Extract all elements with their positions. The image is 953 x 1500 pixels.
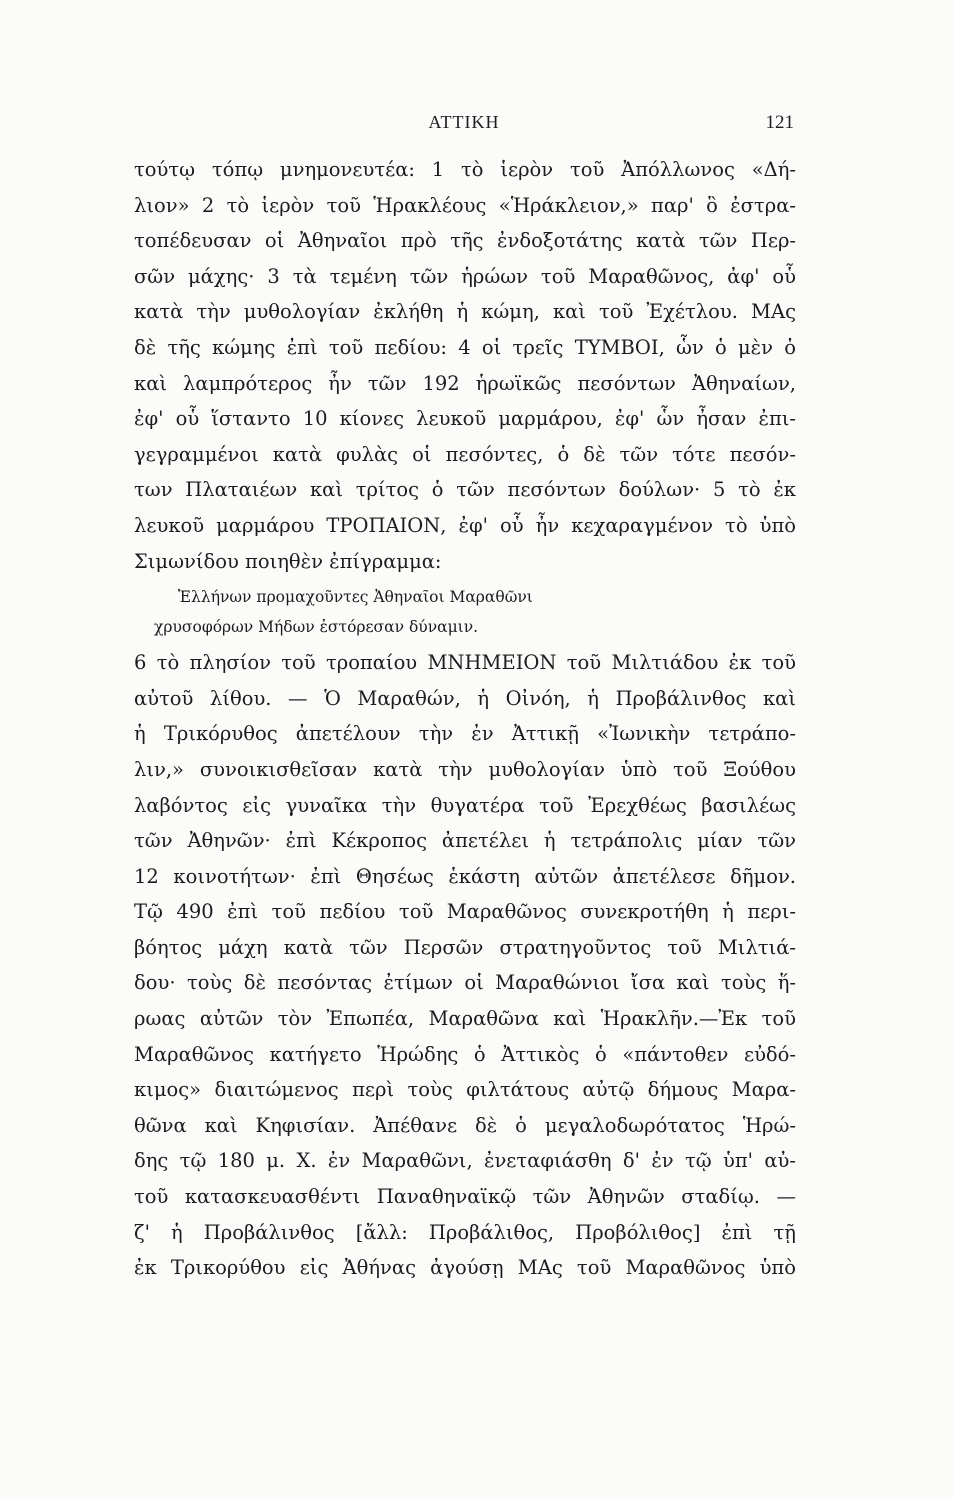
text-line: των Πλαταιέων καὶ τρίτος ὁ τῶν πεσόντων δούλων· 5 τὸ ἐκ — [134, 478, 796, 502]
text-line: 12 κοινοτήτων· ἐπὶ Θησέως ἑκάστη αὐτῶν ἀπετέλεσε δῆμον. — [134, 864, 796, 888]
text-line: λιον» 2 τὸ ἱερὸν τοῦ Ἡρακλέους «Ἡράκλειον,» παρ' ὃ ἐστρα- — [134, 193, 796, 217]
text-line: τούτῳ τόπῳ μνημονευτέα: 1 τὸ ἱερὸν τοῦ Ἀπόλλωνος «Δή- — [134, 158, 796, 181]
page-header — [134, 112, 794, 142]
text-line: Σιμωνίδου ποιηθὲν ἐπίγραμμα: — [134, 549, 442, 573]
text-line: ἐφ' οὗ ἵσταντο 10 κίονες λευκοῦ μαρμάρου, ἐφ' ὧν ἦσαν ἐπι- — [134, 407, 796, 431]
text-line: 6 τὸ πλησίον τοῦ τροπαίου ΜΝΗΜΕΙΟΝ τοῦ Μιλτιάδου ἐκ τοῦ — [134, 651, 796, 675]
text-line: καὶ λαμπρότερος ἦν τῶν 192 ἡρωϊκῶς πεσόντων Ἀθηναίων, — [134, 371, 796, 395]
text-line: Μαραθῶνος κατήγετο Ἡρώδης ὁ Ἀττικὸς ὁ «πάντοθεν εὐδό- — [134, 1042, 796, 1066]
text-line: δου· τοὺς δὲ πεσόντας ἐτίμων οἱ Μαραθώνιοι ἴσα καὶ τοὺς ἥ- — [134, 971, 796, 995]
body-text — [134, 152, 796, 1286]
text-line: τοπέδευσαν οἱ Ἀθηναῖοι πρὸ τῆς ἐνδοξοτάτης κατὰ τῶν Περ- — [134, 229, 796, 253]
text-line: κιμος» διαιτώμενος περὶ τοὺς φιλτάτους αὐτῷ δήμους Μαρα- — [134, 1078, 796, 1102]
text-line: λιν,» συνοικισθεῖσαν κατὰ τὴν μυθολογίαν ὑπὸ τοῦ Ξούθου — [134, 757, 796, 781]
text-line: ζ' ἡ Προβάλινθος [ἄλλ: Προβάλιθος, Προβόλιθος] ἐπὶ τῇ — [134, 1220, 796, 1244]
text-line: Τῷ 490 ἐπὶ τοῦ πεδίου τοῦ Μαραθῶνος συνεκροτήθη ἡ περι- — [134, 900, 796, 924]
epigram-line: Ἑλλήνων προμαχοῦντες Ἀθηναῖοι Μαραθῶνι — [178, 588, 533, 607]
text-line: ρωας αὐτῶν τὸν Ἐπωπέα, Μαραθῶνα καὶ Ἡρακλῆν.—Ἐκ τοῦ — [134, 1007, 796, 1031]
page-number: 121 — [765, 112, 794, 133]
text-line: θῶνα καὶ Κηφισίαν. Ἀπέθανε δὲ ὁ μεγαλοδωρότατος Ἡρώ- — [134, 1113, 796, 1137]
text-line: λευκοῦ μαρμάρου ΤΡΟΠΑΙΟΝ, ἐφ' οὗ ἦν κεχαραγμένον τὸ ὑπὸ — [134, 513, 796, 537]
text-line: γεγραμμένοι κατὰ φυλὰς οἱ πεσόντες, ὁ δὲ τῶν τότε πεσόν- — [134, 442, 796, 466]
text-line: λαβόντος εἰς γυναῖκα τὴν θυγατέρα τοῦ Ἐρεχθέως βασιλέως — [134, 793, 796, 817]
text-line: αὐτοῦ λίθου. — Ὁ Μαραθών, ἡ Οἰνόη, ἡ Προβάλινθος καὶ — [134, 686, 796, 710]
text-line: ἐκ Τρικορύθου εἰς Ἀθήνας ἀγούσῃ ΜΑς τοῦ Μαραθῶνος ὑπὸ — [134, 1256, 796, 1280]
text-line: δὲ τῆς κώμης ἐπὶ τοῦ πεδίου: 4 οἱ τρεῖς ΤΥΜΒΟΙ, ὧν ὁ μὲν ὁ — [134, 335, 796, 359]
text-line: σῶν μάχης· 3 τὰ τεμένη τῶν ἡρώων τοῦ Μαραθῶνος, ἀφ' οὗ — [134, 264, 796, 288]
text-line: δης τῷ 180 μ. Χ. ἐν Μαραθῶνι, ἐνεταφιάσθη δ' ἐν τῷ ὑπ' αὐ- — [134, 1149, 796, 1173]
text-line: κατὰ τὴν μυθολογίαν ἐκλήθη ἡ κώμη, καὶ τοῦ Ἐχέτλου. ΜΑς — [134, 300, 796, 324]
text-line: τῶν Ἀθηνῶν· ἐπὶ Κέκροπος ἀπετέλει ἡ τετράπολις μίαν τῶν — [134, 829, 796, 853]
text-line: τοῦ κατασκευασθέντι Παναθηναϊκῷ τῶν Ἀθηνῶν σταδίῳ. — — [134, 1185, 796, 1209]
text-line: βόητος μάχη κατὰ τῶν Περσῶν στρατηγοῦντος τοῦ Μιλτιά- — [134, 935, 796, 959]
epigram-line: χρυσοφόρων Μήδων ἐστόρεσαν δύναμιν. — [154, 618, 479, 637]
text-line: ἡ Τρικόρυθος ἀπετέλουν τὴν ἐν Ἀττικῇ «Ἰωνικὴν τετράπο- — [134, 722, 796, 746]
running-title: ΑΤΤΙΚΗ — [428, 112, 500, 132]
